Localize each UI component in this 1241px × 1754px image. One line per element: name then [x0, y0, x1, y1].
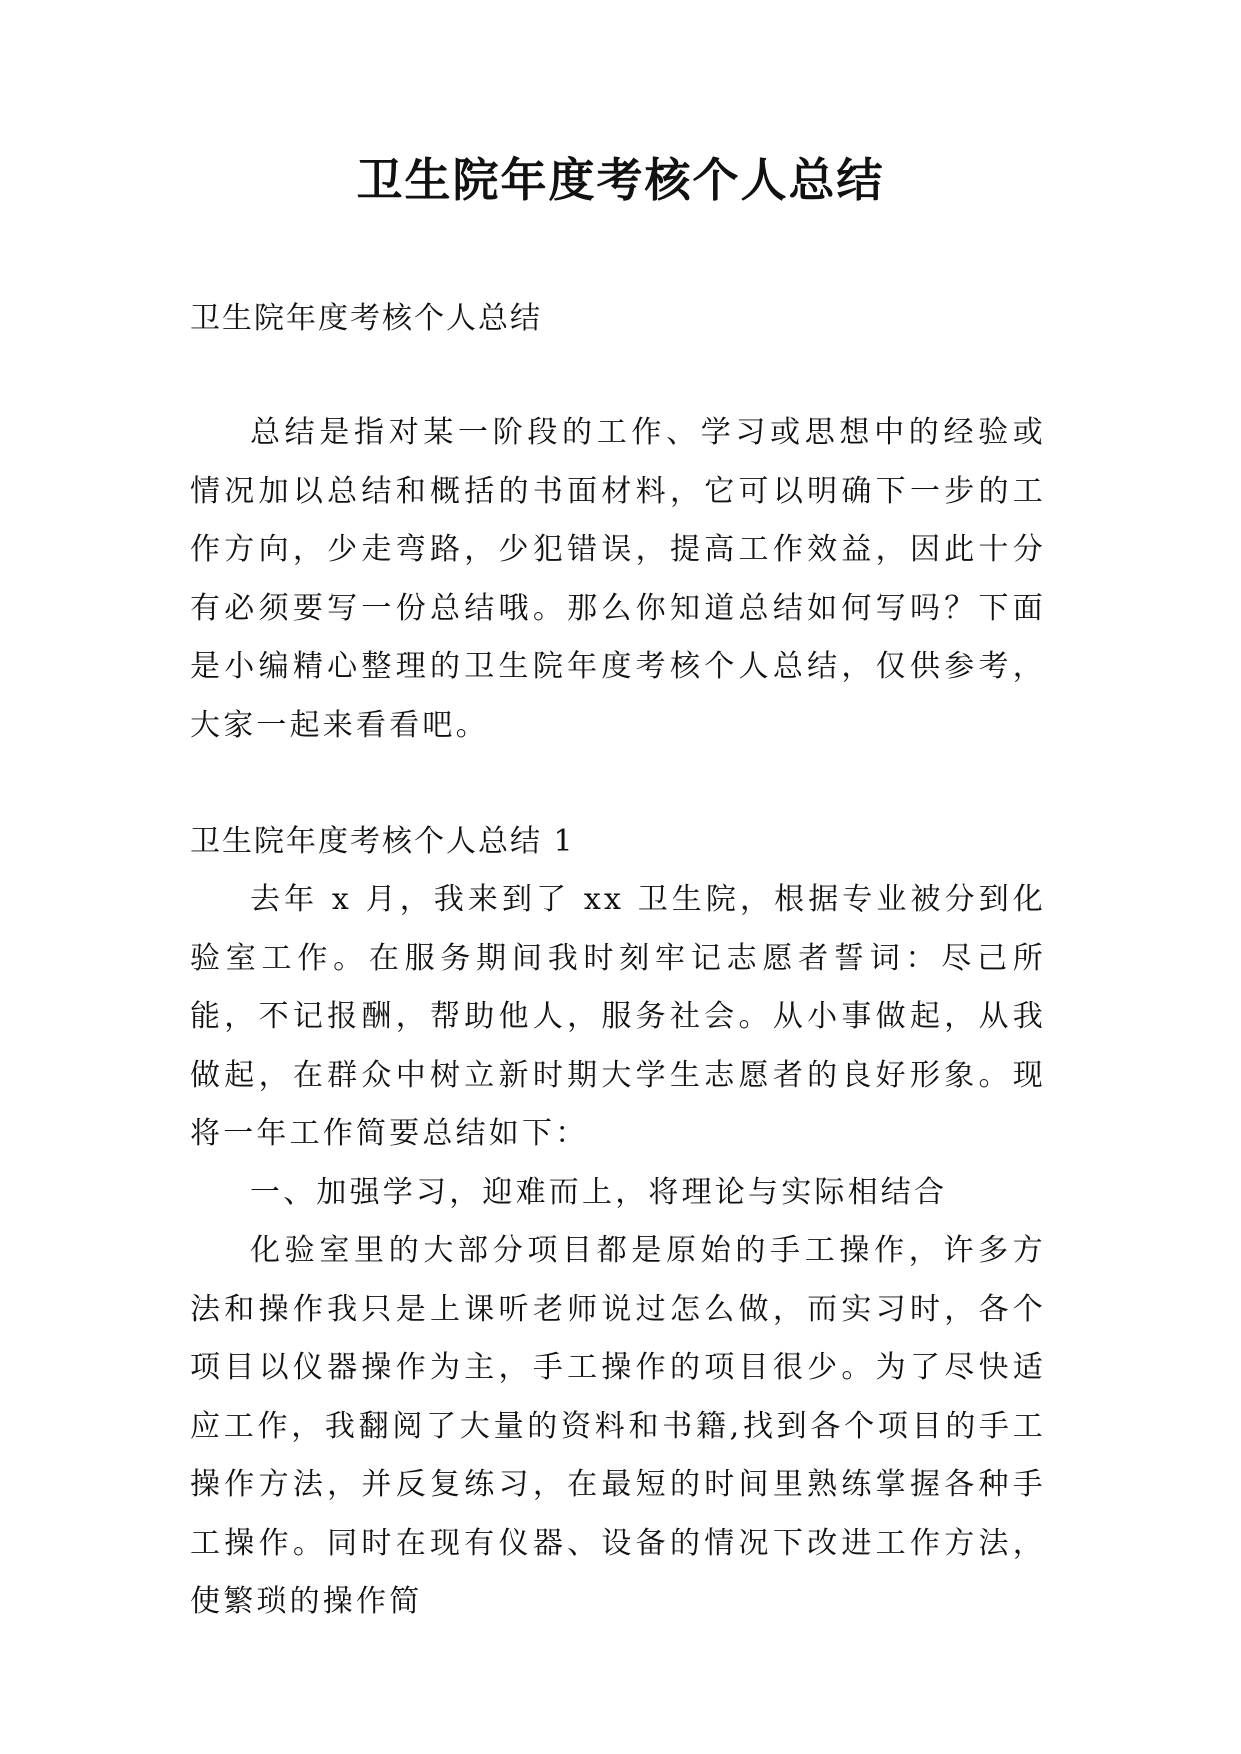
document-body [190, 290, 1046, 1632]
body-paragraph: 去年 x 月，我来到了 xx 卫生院，根据专业被分到化验室工作。在服务期间我时刻牢记志愿者誓词：尽己所能，不记报酬，帮助他人，服务社会。从小事做起，从我做起，在群众中树立新时期大学生志愿者的良好形象。现将一年工作简要总结如下： [190, 882, 1046, 1151]
subheading-paragraph: 一、加强学习，迎难而上，将理论与实际相结合 [250, 1174, 948, 1210]
body-paragraph: 化验室里的大部分项目都是原始的手工操作，许多方法和操作我只是上课听老师说过怎么做，而实习时，各个项目以仪器操作为主，手工操作的项目很少。为了尽快适应工作，我翻阅了大量的资料和书籍,找到各个项目的手工操作方法，并反复练习，在最短的时间里熟练掌握各种手工操作。同时在现有仪器、设备的情况下改进工作方法，使繁琐的操作简 [190, 1233, 1046, 1619]
section-heading: 卫生院年度考核个人总结 1 [190, 824, 575, 859]
document-title: 卫生院年度考核个人总结 [356, 153, 885, 207]
intro-paragraph: 总结是指对某一阶段的工作、学习或思想中的经验或情况加以总结和概括的书面材料，它可以明确下一步的工作方向，少走弯路，少犯错误，提高工作效益，因此十分有必须要写一份总结哦。那么你知道总结如何写吗？下面是小编精心整理的卫生院年度考核个人总结，仅供参考，大家一起来看看吧。 [190, 415, 1046, 743]
document-subtitle: 卫生院年度考核个人总结 [190, 301, 542, 336]
